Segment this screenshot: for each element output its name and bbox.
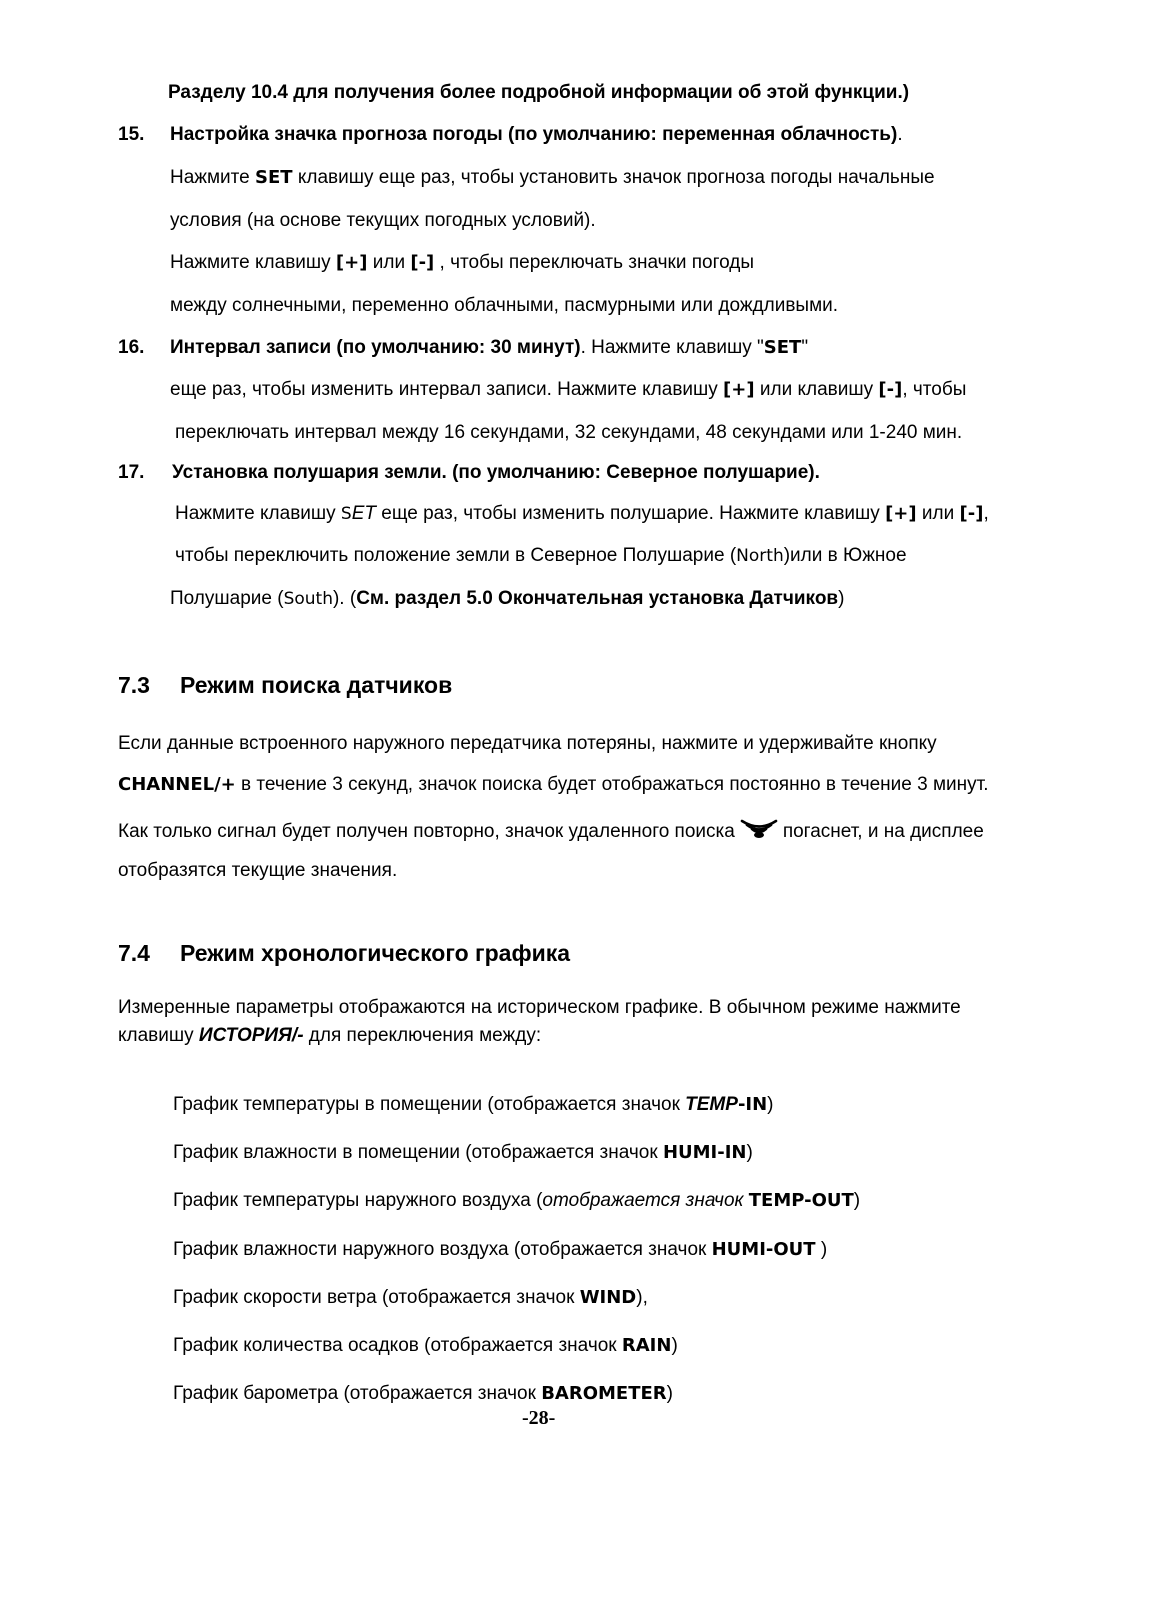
graph-item-humi-out [173,1239,827,1261]
continuation-line: Разделу 10.4 для получения более подробной информации об этой функции.) [168,82,910,103]
text: . Нажмите клавишу " [580,337,764,358]
text: чтобы переключить положение земли в Северное Полушарие ( [175,545,737,566]
text: или [367,252,411,273]
text: Нажмите клавишу [170,252,336,273]
section-reference: См. раздел 5.0 Окончательная установка Датчиков [356,588,839,609]
rain-label: RAIN [621,1335,672,1356]
text: , чтобы переключать значки погоды [434,252,754,273]
text: Нажмите [170,167,256,188]
text: ) [815,1239,828,1260]
item-16-title: Интервал записи (по умолчанию: 30 минут) [170,337,581,358]
text: еще раз, чтобы изменить полушарие. Нажмите клавишу [376,503,886,524]
text: , чтобы [902,379,967,400]
temp-out-label: TEMP-OUT [748,1190,854,1211]
item-15-line-4 [170,252,754,274]
section-7-3-para-line-2 [118,774,989,796]
section-7-4-title: Режим хронологического графика [180,940,571,966]
graph-item-barometer [173,1383,673,1405]
graph-item-temp-in [173,1094,774,1116]
section-7-4-para-line-1: Измеренные параметры отображаются на историческом графике. В обычном режиме нажмите [118,997,961,1018]
item-15-heading [170,124,903,146]
text: График влажности в помещении (отображается значок [173,1142,663,1163]
text: График температуры в помещении (отображается значок [173,1094,686,1115]
item-15-line-3: условия (на основе текущих погодных условий). [170,210,596,231]
text: ) [853,1190,861,1211]
text: График количества осадков (отображается значок [173,1335,622,1356]
text: или [916,503,960,524]
item-16-heading [170,337,808,359]
section-7-4-para-line-2 [118,1025,541,1047]
item-15-number: 15. [118,124,145,145]
page-number: -28- [522,1407,556,1429]
text: Нажмите клавишу [175,503,341,524]
text: клавишу еще раз, чтобы установить значок прогноза погоды начальные [292,167,935,188]
set-key-label-s: S [340,504,352,524]
text: для переключения между: [303,1025,542,1046]
graph-item-rain [173,1335,678,1357]
text: ). ( [332,588,357,609]
item-15-title: Настройка значка прогноза погоды (по умолчанию: переменная облачность) [170,124,898,145]
minus-key-label: [-] [410,252,435,273]
text: График влажности наружного воздуха (отображается значок [173,1239,712,1260]
text: ) [838,588,845,609]
item-15-dot: . [897,124,903,145]
channel-key-label: CHANNEL/+ [118,774,236,795]
item-16-line-2 [170,379,966,401]
section-7-3-title: Режим поиска датчиков [180,672,453,698]
graph-item-wind [173,1287,648,1309]
set-key-label-et: ET [351,503,376,524]
in-label: -IN [737,1094,768,1115]
item-15-line-2 [170,167,935,189]
graph-item-temp-out [173,1190,860,1212]
item-16-line-3: переключать интервал между 16 секундами, 32 секундами, 48 секундами или 1-240 мин. [175,422,963,443]
item-17-title: Установка полушария земли. (по умолчанию: Северное полушарие). [172,462,820,483]
humi-in-label: HUMI-IN [662,1142,747,1163]
text: , [983,503,989,524]
item-17-number: 17. [118,462,145,483]
item-17-line-3 [175,545,907,567]
history-key-label: ИСТОРИЯ/- [198,1025,304,1046]
text: ), [636,1287,648,1308]
text: )или в Южное [783,545,907,566]
temp-label: TEMP [685,1094,738,1115]
item-16-number: 16. [118,337,145,358]
plus-key-label: [+] [885,503,917,524]
signal-search-icon [739,818,779,840]
wind-label: WIND [579,1287,637,1308]
section-7-3-para-line-3 [118,818,984,843]
plus-key-label: [+] [335,252,368,273]
text: График скорости ветра (отображается значок [173,1287,580,1308]
plus-key-label: [+] [723,379,755,400]
barometer-label: BAROMETER [541,1383,667,1404]
text: или клавишу [754,379,879,400]
section-7-3-number: 7.3 [118,672,150,698]
text: График температуры наружного воздуха ( [173,1190,543,1211]
section-7-4-number: 7.4 [118,940,150,966]
humi-out-label: HUMI-OUT [711,1239,816,1260]
text: " [801,337,809,358]
set-key-label: SET [763,337,802,358]
text: ) [671,1335,678,1356]
item-15-line-5: между солнечными, переменно облачными, пасмурными или дождливыми. [170,295,839,316]
text: ) [767,1094,774,1115]
text: погаснет, и на дисплее [782,821,984,842]
minus-key-label: [-] [959,503,984,524]
text: в течение 3 секунд, значок поиска будет отображаться постоянно в течение 3 минут. [235,774,989,795]
text: ) [666,1383,673,1404]
text: Как только сигнал будет получен повторно, значок удаленного поиска [118,821,735,842]
north-label: North [736,546,784,566]
text: ) [746,1142,753,1163]
set-key-label: SET [255,167,293,188]
text: клавишу [118,1025,199,1046]
text: еще раз, чтобы изменить интервал записи. Нажмите клавишу [170,379,724,400]
graph-item-humi-in [173,1142,753,1164]
south-label: South [283,589,333,609]
minus-key-label: [-] [878,379,903,400]
text: График барометра (отображается значок [173,1383,542,1404]
section-7-3-para-line-4: отобразятся текущие значения. [118,860,398,881]
item-17-line-2 [175,503,989,525]
section-7-3-para-line-1: Если данные встроенного наружного передатчика потеряны, нажмите и удерживайте кнопку [118,733,937,754]
text: отображается значок [542,1190,749,1211]
text: Полушарие ( [170,588,284,609]
item-17-line-4 [170,588,844,610]
